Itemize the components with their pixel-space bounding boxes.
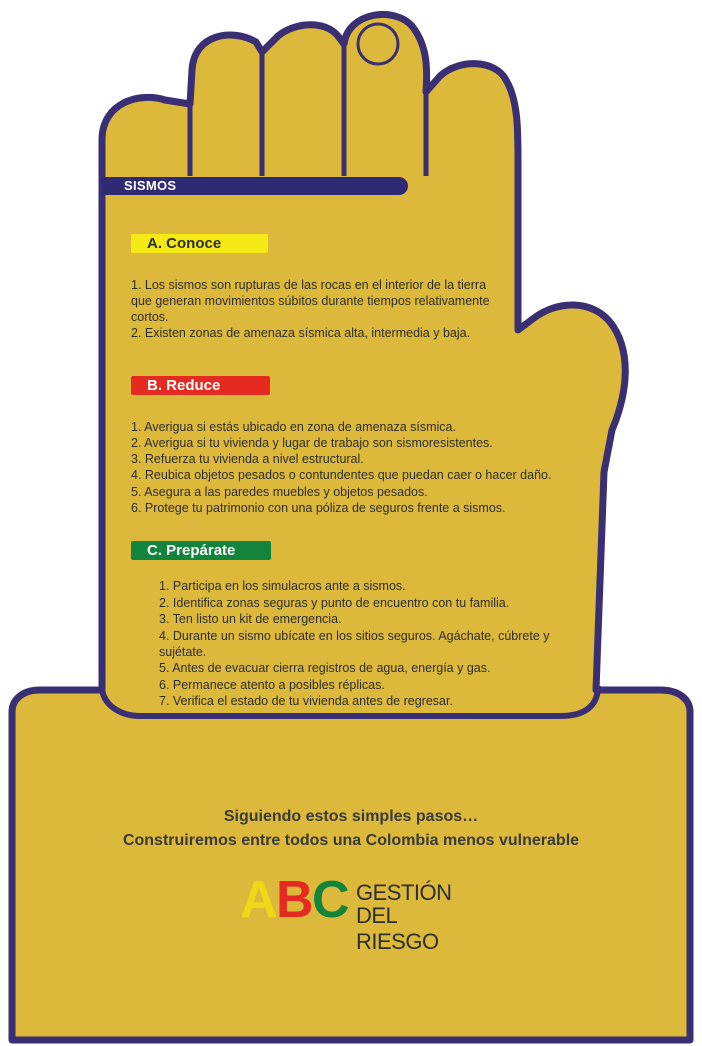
tagline-line-1: Siguiendo estos simples pasos… <box>223 808 479 825</box>
tagline-line-2: Construiremos entre todos una Colombia menos vulnerable <box>122 832 580 849</box>
reduce-item: 6. Protege tu patrimonio con una póliza de seguros frente a sismos. <box>131 501 506 515</box>
preparate-item: 7. Verifica el estado de tu vivienda antes de regresar. <box>159 694 453 708</box>
conoce-item: cortos. <box>131 310 169 324</box>
logo-text-riesgo: DEL RIESGO <box>356 903 439 954</box>
preparate-item: sujétate. <box>159 645 207 659</box>
reduce-item: 1. Averigua si estás ubicado en zona de amenaza sísmica. <box>131 420 456 434</box>
logo-text-gestion: GESTIÓN <box>356 880 452 905</box>
conoce-item: 2. Existen zonas de amenaza sísmica alta, intermedia y baja. <box>131 326 471 340</box>
reduce-item: 5. Asegura a las paredes muebles y objetos pesados. <box>131 485 428 499</box>
section-label-conoce: A. Conoce <box>131 234 268 253</box>
preparate-item: 3. Ten listo un kit de emergencia. <box>159 612 342 626</box>
reduce-item: 3. Refuerza tu vivienda a nivel estructural. <box>131 452 364 466</box>
preparate-item: 2. Identifica zonas seguras y punto de encuentro con tu familia. <box>159 596 510 610</box>
abc-gestion-logo <box>240 871 480 954</box>
preparate-item: 5. Antes de evacuar cierra registros de agua, energía y gas. <box>159 661 491 675</box>
preparate-item: 1. Participa en los simulacros ante a sismos. <box>159 579 406 593</box>
section-label-preparate: C. Prepárate <box>131 541 271 560</box>
preparate-item: 6. Permanece atento a posibles réplicas. <box>159 678 385 692</box>
title-bar <box>102 177 408 195</box>
reduce-item: 4. Reubica objetos pesados o contundentes que puedan caer o hacer daño. <box>131 468 552 482</box>
logo-letter-c: C <box>312 871 346 929</box>
section-label-reduce: B. Reduce <box>131 376 270 395</box>
page-title: SISMOS <box>124 178 177 193</box>
reduce-item: 2. Averigua si tu vivienda y lugar de trabajo son sismoresistentes. <box>131 436 493 450</box>
logo-letter-b: B <box>276 871 310 929</box>
conoce-item: que generan movimientos súbitos durante tiempos relativamente <box>131 294 490 308</box>
logo-letter-a: A <box>240 871 274 929</box>
conoce-item: 1. Los sismos son rupturas de las rocas en el interior de la tierra <box>131 278 487 292</box>
preparate-item: 4. Durante un sismo ubícate en los sitios seguros. Agáchate, cúbrete y <box>159 629 550 643</box>
